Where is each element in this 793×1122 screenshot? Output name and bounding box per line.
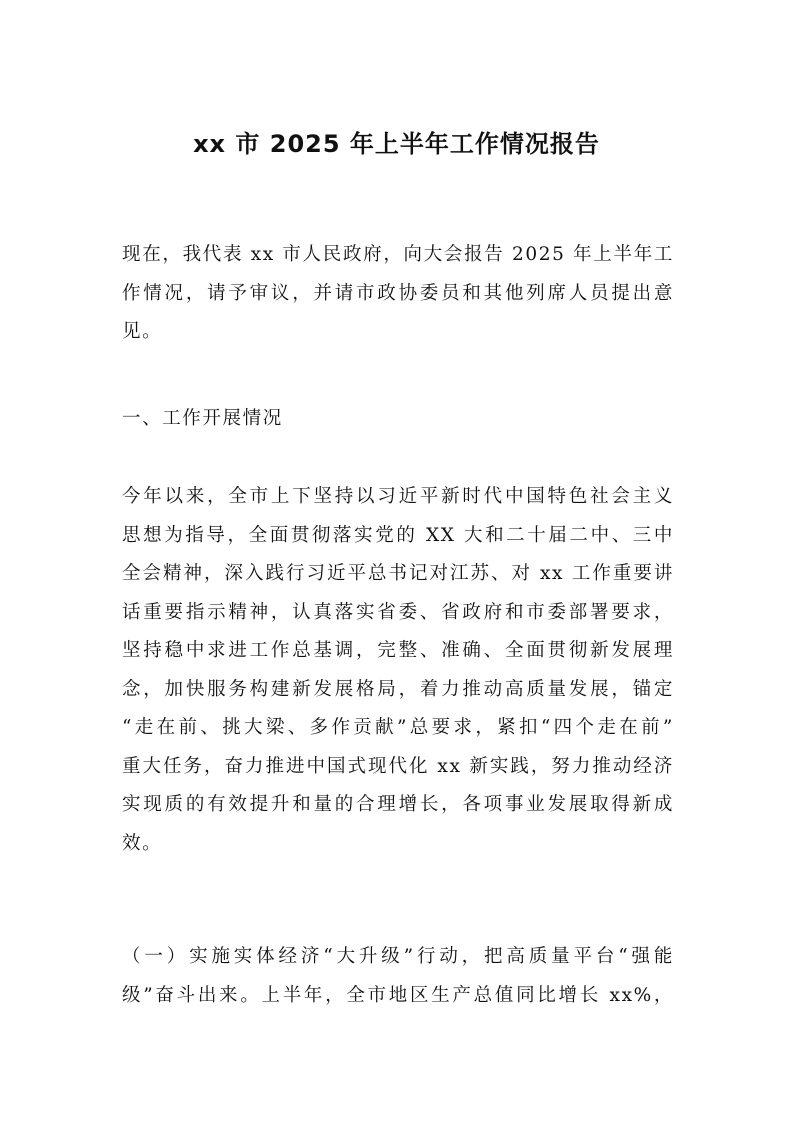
text-line: 念，加快服务构建新发展格局，着力推动高质量发展，锚定 — [122, 678, 674, 700]
intro-paragraph — [122, 236, 674, 352]
text-line: （一）实施实体经济“大升级”行动，把高质量平台“强能 — [122, 946, 674, 967]
text-line: 作情况，请予审议，并请市政协委员和其他列席人员提出意 — [122, 282, 674, 304]
document-title: xx 市 2025 年上半年工作情况报告 — [193, 130, 600, 158]
text-line: 全会精神，深入践行习近平总书记对江苏、对 xx 工作重要讲 — [122, 563, 674, 584]
section-heading-text: 一、工作开展情况 — [122, 408, 283, 429]
text-line: 效。 — [122, 832, 163, 854]
text-line: 见。 — [122, 321, 163, 342]
subsection-paragraph — [122, 938, 674, 1015]
text-line: 话重要指示精神，认真落实省委、省政府和市委部署要求， — [122, 601, 674, 623]
text-line: 级”奋斗出来。上半年，全市地区生产总值同比增长 xx%， — [122, 984, 674, 1006]
text-line: 思想为指导，全面贯彻落实党的 XX 大和二十届二中、三中 — [122, 524, 674, 546]
text-line: 现在，我代表 xx 市人民政府，向大会报告 2025 年上半年工 — [122, 244, 674, 265]
text-line: 坚持稳中求进工作总基调，完整、准确、全面贯彻新发展理 — [122, 640, 674, 661]
text-line: 实现质的有效提升和量的合理增长，各项事业发展取得新成 — [122, 794, 674, 815]
text-line: 今年以来，全市上下坚持以习近平新时代中国特色社会主义 — [122, 486, 674, 507]
body-paragraph — [122, 478, 674, 863]
text-line: “走在前、挑大梁、多作贡献”总要求，紧扣“四个走在前” — [122, 717, 674, 738]
text-line: 重大任务，奋力推进中国式现代化 xx 新实践，努力推动经济 — [122, 755, 674, 777]
section-heading — [122, 400, 674, 439]
